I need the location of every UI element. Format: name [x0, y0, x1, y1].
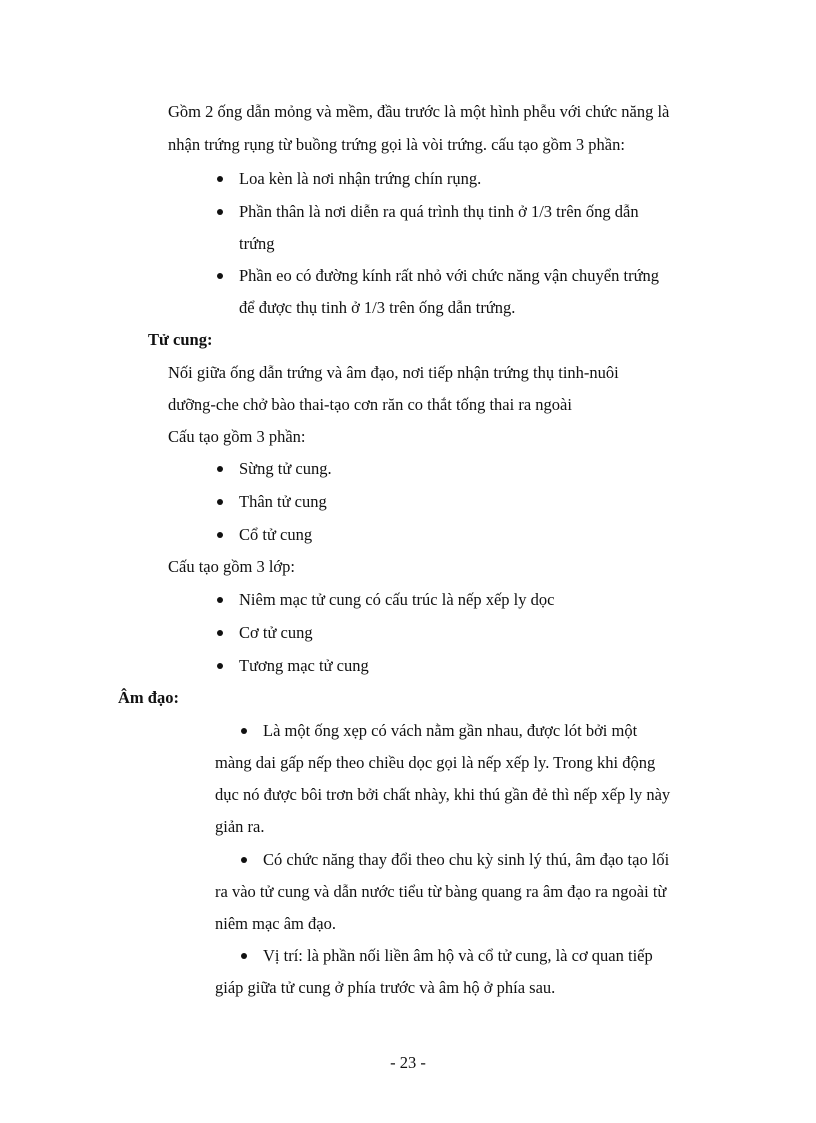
uterus-desc-line-2: dưỡng-che chở bào thai-tạo cơn răn co thắt tống thai ra ngoài	[168, 395, 572, 414]
uterus-parts-label: Cấu tạo gồm 3 phần:	[168, 427, 306, 446]
oviduct-bullet-2-line-1: Phần thân là nơi diễn ra quá trình thụ tinh ở 1/3 trên ống dẫn	[239, 202, 639, 221]
bullet-icon	[241, 953, 247, 959]
bullet-icon	[217, 630, 223, 636]
vagina-para-3-line-2: giáp giữa tử cung ở phía trước và âm hộ ở phía sau.	[215, 978, 556, 997]
bullet-icon	[217, 466, 223, 472]
bullet-icon	[217, 663, 223, 669]
bullet-icon	[241, 857, 247, 863]
uterus-layer-2: Cơ tử cung	[239, 623, 313, 642]
vagina-para-1-line-2: màng dai gấp nếp theo chiều dọc gọi là nếp xếp ly. Trong khi động	[215, 753, 656, 772]
uterus-part-1: Sừng tử cung.	[239, 459, 332, 478]
bullet-icon	[217, 209, 223, 215]
page-number: - 23 -	[390, 1053, 426, 1072]
bullet-icon	[217, 176, 223, 182]
uterus-layer-3: Tương mạc tử cung	[239, 656, 369, 675]
bullet-icon	[241, 728, 247, 734]
oviduct-bullet-3-line-2: để được thụ tinh ở 1/3 trên ống dẫn trứng.	[239, 298, 516, 317]
bullet-icon	[217, 273, 223, 279]
uterus-desc-line-1: Nối giữa ống dẫn trứng và âm đạo, nơi tiếp nhận trứng thụ tinh-nuôi	[168, 363, 619, 382]
vagina-para-2-line-2: ra vào tử cung và dẫn nước tiểu từ bàng quang ra âm đạo ra ngoài từ	[215, 882, 667, 901]
oviduct-bullet-3-line-1: Phần eo có đường kính rất nhỏ với chức năng vận chuyển trứng	[239, 266, 660, 285]
uterus-heading: Tử cung:	[148, 330, 213, 349]
vagina-para-1-line-3: dục nó được bôi trơn bởi chất nhày, khi thú gần đẻ thì nếp xếp ly này	[215, 785, 671, 804]
vagina-para-1-line-4: giản ra.	[215, 817, 265, 836]
oviduct-bullet-1: Loa kèn là nơi nhận trứng chín rụng.	[239, 169, 482, 188]
vagina-para-3-line-1: Vị trí: là phần nối liền âm hộ và cổ tử cung, là cơ quan tiếp	[263, 946, 653, 965]
bullet-icon	[217, 597, 223, 603]
oviduct-bullet-2-line-2: trứng	[239, 234, 275, 253]
vagina-para-1-line-1: Là một ống xẹp có vách nằm gần nhau, được lót bởi một	[263, 721, 638, 740]
uterus-layers-label: Cấu tạo gồm 3 lớp:	[168, 557, 295, 576]
bullet-icon	[217, 532, 223, 538]
bullet-icon	[217, 499, 223, 505]
oviduct-intro-line-1: Gồm 2 ống dẫn mỏng và mềm, đầu trước là một hình phễu với chức năng là	[168, 102, 670, 121]
vagina-heading: Âm đạo:	[118, 688, 179, 707]
uterus-layer-1: Niêm mạc tử cung có cấu trúc là nếp xếp ly dọc	[239, 590, 555, 609]
oviduct-intro-line-2: nhận trứng rụng từ buồng trứng gọi là vòi trứng. cấu tạo gồm 3 phần:	[168, 135, 625, 154]
uterus-part-2: Thân tử cung	[239, 492, 327, 511]
uterus-part-3: Cổ tử cung	[239, 525, 313, 544]
vagina-para-2-line-3: niêm mạc âm đạo.	[215, 914, 336, 933]
vagina-para-2-line-1: Có chức năng thay đổi theo chu kỳ sinh lý thú, âm đạo tạo lối	[263, 850, 670, 869]
